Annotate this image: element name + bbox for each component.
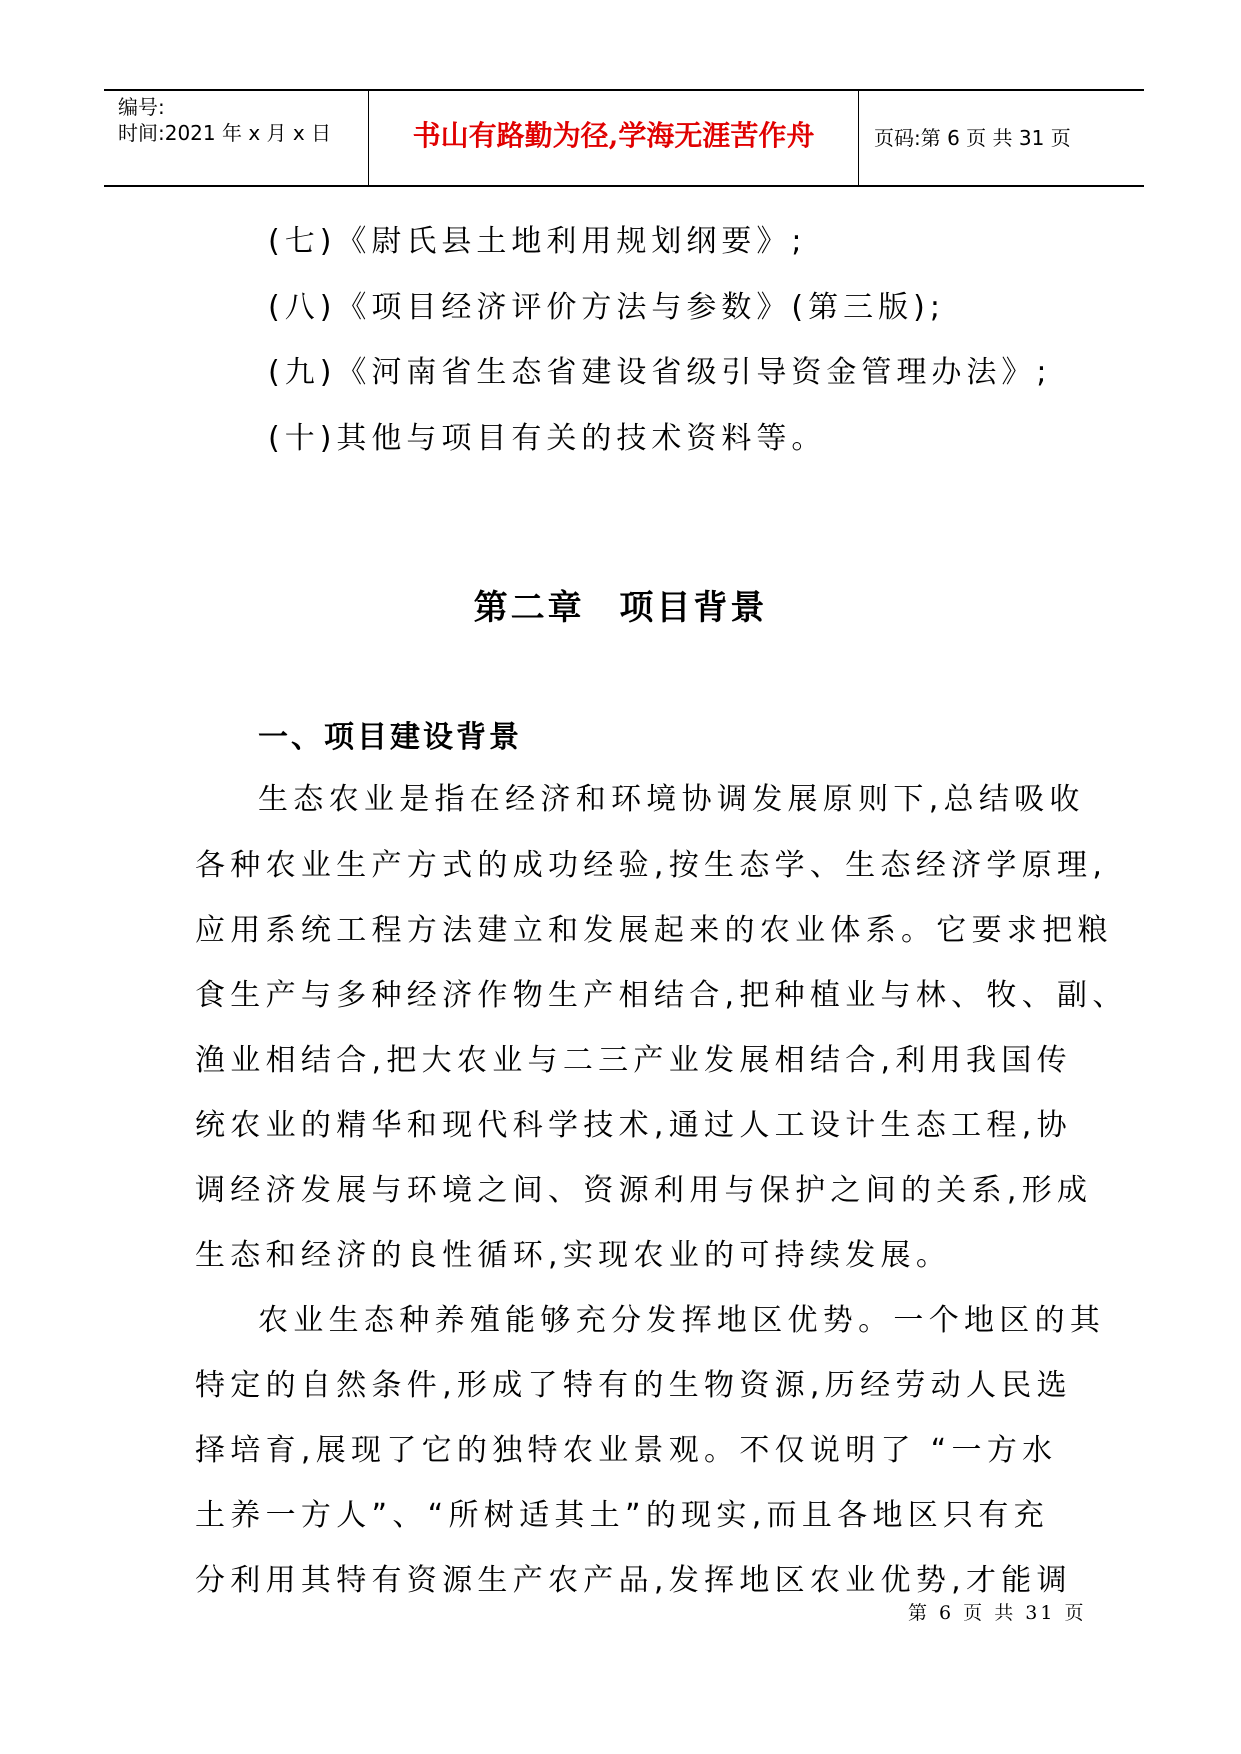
section-title: 一、项目建设背景	[258, 720, 522, 755]
paragraph-line: 食生产与多种经济作物生产相结合,把种植业与林、牧、副、	[195, 978, 1128, 1013]
reference-item: (八)《项目经济评价方法与参数》(第三版);	[268, 290, 945, 325]
paragraph-line: 特定的自然条件,形成了特有的生物资源,历经劳动人民选	[195, 1368, 1072, 1403]
document-time-label: 时间:2021 年 x 月 x 日	[118, 121, 332, 145]
header-divider	[858, 91, 859, 185]
reference-item: (十)其他与项目有关的技术资料等。	[268, 421, 827, 456]
paragraph-line: 各种农业生产方式的成功经验,按生态学、生态经济学原理,	[195, 848, 1108, 883]
paragraph-line: 调经济发展与环境之间、资源利用与保护之间的关系,形成	[195, 1173, 1093, 1208]
paragraph-line: 应用系统工程方法建立和发展起来的农业体系。它要求把粮	[195, 913, 1113, 948]
document-number-label: 编号:	[118, 95, 165, 119]
paragraph-line: 农业生态种养殖能够充分发挥地区优势。一个地区的其	[258, 1303, 1106, 1338]
paragraph-line: 择培育,展现了它的独特农业景观。不仅说明了 “一方水	[195, 1433, 1058, 1468]
paragraph-line: 生态农业是指在经济和环境协调发展原则下,总结吸收	[258, 782, 1085, 817]
paragraph-line: 生态和经济的良性循环,实现农业的可持续发展。	[195, 1238, 952, 1273]
page-footer: 第 6 页 共 31 页	[908, 1602, 1087, 1624]
chapter-title: 第二章 项目背景	[473, 588, 768, 628]
paragraph-line: 渔业相结合,把大农业与二三产业发展相结合,利用我国传	[195, 1043, 1072, 1078]
paragraph-line: 土养一方人”、“所树适其土”的现实,而且各地区只有充	[195, 1498, 1049, 1533]
header-motto: 书山有路勤为径,学海无涯苦作舟	[412, 119, 815, 152]
reference-item: (七)《尉氏县土地利用规划纲要》;	[268, 224, 807, 259]
reference-item: (九)《河南省生态省建设省级引导资金管理办法》;	[268, 355, 1052, 390]
page-header	[104, 89, 1144, 187]
paragraph-line: 分利用其特有资源生产农产品,发挥地区农业优势,才能调	[195, 1563, 1072, 1598]
paragraph-line: 统农业的精华和现代科学技术,通过人工设计生态工程,协	[195, 1108, 1072, 1143]
header-page-number: 页码:第 6 页 共 31 页	[874, 126, 1071, 150]
